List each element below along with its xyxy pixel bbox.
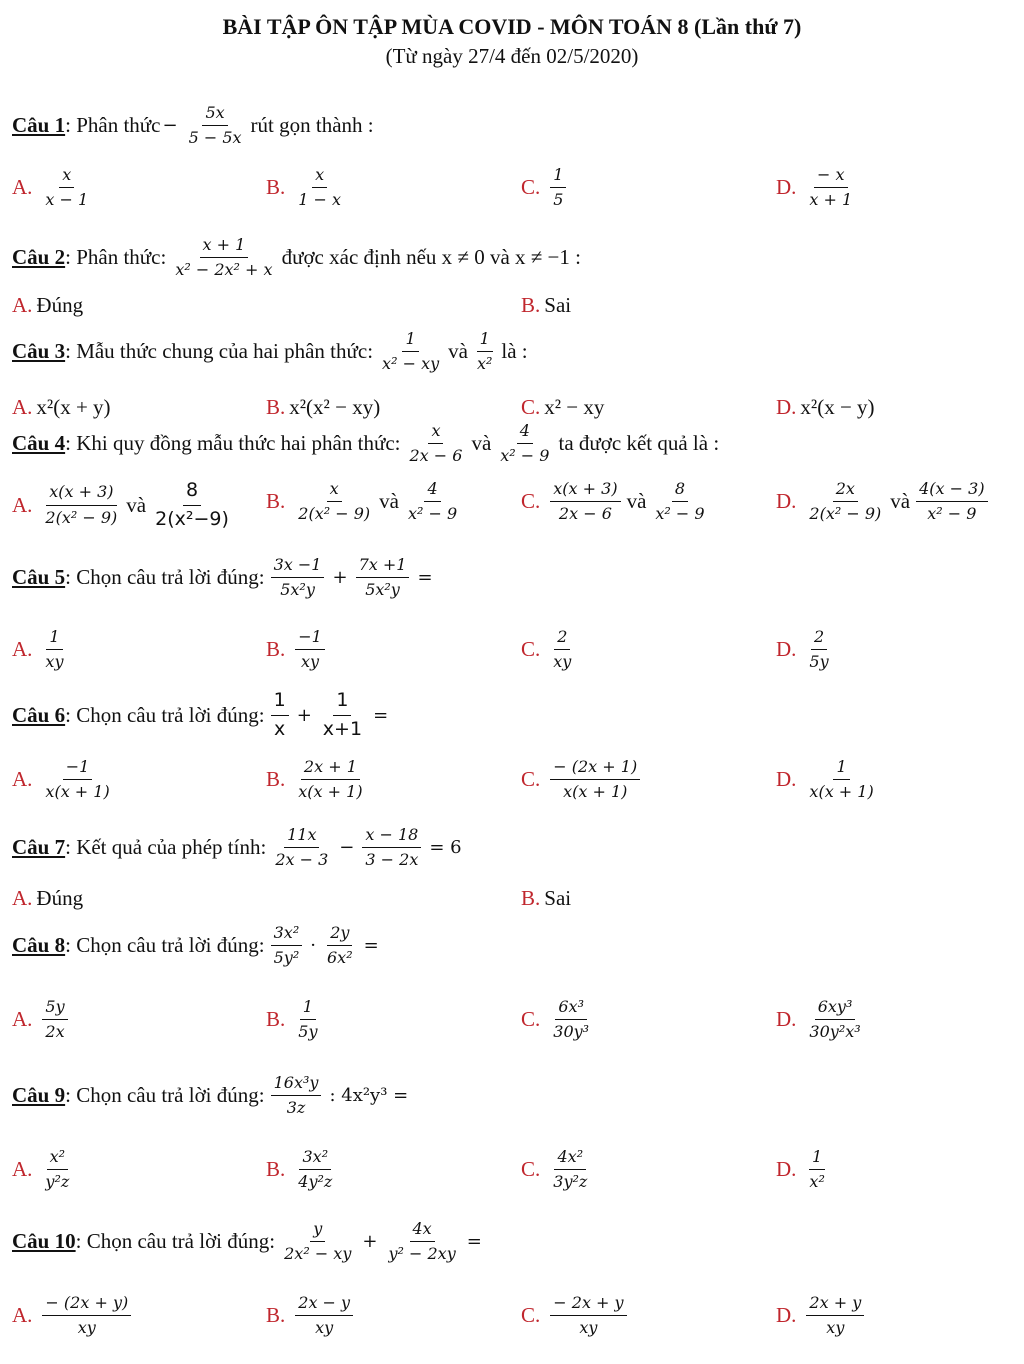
denominator: 2(x²−9) — [155, 507, 229, 530]
question-label: Câu 8 — [12, 933, 66, 958]
minus-sign: − — [339, 837, 355, 859]
denominator: x² − 2x² + x — [175, 260, 273, 280]
denominator: xy — [826, 1318, 845, 1338]
question-tail: ta được kết quả là : — [558, 431, 720, 456]
fraction — [474, 330, 495, 374]
option-letter: C. — [521, 1007, 541, 1032]
denominator: x + 1 — [809, 190, 853, 210]
numerator: 1 — [809, 1148, 825, 1170]
option-letter: A. — [12, 175, 33, 200]
numerator: x² — [47, 1148, 68, 1170]
numerator: 4x — [410, 1220, 435, 1242]
numerator: 1 — [46, 628, 62, 650]
option-d[interactable]: D. x²(x − y) — [776, 395, 875, 419]
option-b[interactable] — [266, 1294, 359, 1338]
question-4 — [12, 422, 719, 466]
question-tail: là : — [501, 339, 528, 364]
numerator: 2 — [811, 628, 827, 650]
fraction — [271, 924, 303, 968]
option-letter: C. — [521, 1303, 541, 1328]
plus-sign: + — [332, 567, 348, 589]
denominator: x − 1 — [45, 190, 89, 210]
option-letter: D. — [776, 1157, 797, 1182]
option-d[interactable]: D. $\frac{2x}{\text{2(x² − 9)}}$ và $\frac{4(x - 3)}{\text{x² − 9}}$ — [776, 480, 994, 524]
question-label: Câu 6 — [12, 702, 66, 727]
denominator: x+1 — [322, 717, 363, 740]
option-b[interactable]: B. x²(x² − xy) — [266, 395, 381, 419]
denominator: 6x² — [326, 948, 353, 968]
option-b[interactable]: B. $\frac{x}{\text{2(x² − 9)}}$ và $\frac{4}{\text{x² − 9}}$ — [266, 480, 466, 524]
equals-sign: = — [466, 1231, 482, 1253]
question-7 — [12, 826, 464, 870]
question-text: : Chọn câu trả lời đúng: — [65, 702, 265, 727]
fraction — [271, 556, 325, 600]
option-c[interactable]: C. x² − xy — [521, 395, 605, 419]
denominator: 30y³ — [553, 1022, 590, 1042]
fraction — [497, 422, 552, 466]
denominator: 2(x² − 9) — [298, 504, 371, 524]
fraction — [320, 690, 365, 741]
equals-sign: = — [373, 704, 389, 726]
question-label: Câu 1 — [12, 113, 66, 138]
fraction — [272, 826, 331, 870]
fraction — [385, 1220, 458, 1264]
option-b[interactable] — [266, 1148, 341, 1192]
fraction — [362, 826, 421, 870]
equals-result: = 6 — [429, 837, 462, 859]
numerator: 4(x − 3) — [916, 480, 987, 502]
equals-sign: = — [363, 935, 379, 957]
question-10 — [12, 1220, 484, 1264]
numerator: − (2x + 1) — [550, 758, 640, 780]
question-label: Câu 5 — [12, 565, 66, 590]
question-2 — [12, 236, 581, 280]
option-letter: A. — [12, 886, 33, 910]
question-9 — [12, 1074, 410, 1118]
option-letter: B. — [266, 489, 286, 514]
option-c[interactable] — [521, 166, 572, 210]
option-letter: D. — [776, 489, 797, 514]
numerator: 1 — [333, 690, 351, 716]
question-label: Câu 9 — [12, 1083, 66, 1108]
denominator: 2x − 6 — [409, 446, 463, 466]
denominator: 5x²y — [280, 580, 315, 600]
option-letter: D. — [776, 395, 797, 419]
denominator: x² − 9 — [407, 504, 458, 524]
connector-text: và — [471, 431, 492, 456]
fraction — [281, 1220, 354, 1264]
denominator: 5 − 5x — [188, 128, 242, 148]
question-1 — [12, 104, 374, 148]
option-a[interactable] — [12, 758, 119, 802]
denominator: 5y — [809, 652, 829, 672]
denominator: x(x + 1) — [563, 782, 628, 802]
denominator: 5y² — [273, 948, 300, 968]
option-d[interactable] — [776, 998, 870, 1042]
question-6 — [12, 690, 390, 741]
option-letter: B. — [266, 637, 286, 662]
numerator: 16x³y — [271, 1074, 322, 1096]
option-a[interactable]: A. x²(x + y) — [12, 395, 111, 419]
denominator: 2x − 6 — [558, 504, 612, 524]
question-3 — [12, 330, 528, 374]
numerator: 2x + y — [806, 1294, 864, 1316]
option-letter: C. — [521, 395, 541, 419]
denominator: x² — [476, 354, 493, 374]
option-a[interactable]: A. Đúng — [12, 886, 84, 910]
option-c[interactable] — [521, 1148, 596, 1192]
numerator: x — [327, 480, 342, 502]
denominator: x(x + 1) — [298, 782, 363, 802]
denominator: 3y²z — [553, 1172, 588, 1192]
page-title: BÀI TẬP ÔN TẬP MÙA COVID - MÔN TOÁN 8 (Lần thứ 7) — [222, 14, 802, 39]
numerator: x — [59, 166, 74, 188]
option-a[interactable]: A. $\frac{x(x + 3)}{\text{2(x² − 9)}}$ và $\frac{8}{\text{2(x²−9)}}$ — [12, 480, 238, 531]
option-letter: B. — [266, 1157, 286, 1182]
numerator: 1 — [300, 998, 316, 1020]
fraction — [406, 422, 465, 466]
question-text: : Chọn câu trả lời đúng: — [65, 933, 265, 958]
denominator: y² − 2xy — [388, 1244, 456, 1264]
option-letter: A. — [12, 492, 33, 517]
option-letter: A. — [12, 767, 33, 792]
numerator: 8 — [672, 480, 688, 502]
option-a[interactable] — [12, 998, 74, 1042]
question-text: : Khi quy đồng mẫu thức hai phân thức: — [65, 431, 401, 456]
question-label: Câu 10 — [12, 1229, 76, 1254]
question-text: : Chọn câu trả lời đúng: — [65, 1083, 265, 1108]
denominator: 2(x² − 9) — [45, 507, 118, 527]
question-text: : Chọn câu trả lời đúng: — [75, 1229, 276, 1254]
option-letter: B. — [266, 767, 286, 792]
option-letter: C. — [521, 489, 541, 514]
option-letter: B. — [521, 293, 541, 317]
numerator: 2x − y — [295, 1294, 353, 1316]
option-letter: A. — [12, 637, 33, 662]
numerator: 6xy³ — [815, 998, 856, 1020]
question-tail: rút gọn thành : — [250, 113, 374, 138]
denominator: x(x + 1) — [45, 782, 110, 802]
numerator: x — [312, 166, 327, 188]
numerator: 1 — [833, 758, 849, 780]
fraction — [356, 556, 410, 600]
numerator: − x — [814, 166, 848, 188]
option-letter: B. — [266, 175, 286, 200]
question-label: Câu 2 — [12, 245, 66, 270]
denominator: x — [274, 717, 286, 740]
fraction — [172, 236, 275, 280]
option-b[interactable]: B. Sai — [521, 293, 572, 317]
numerator: 4 — [424, 480, 440, 502]
option-d[interactable] — [776, 758, 883, 802]
option-b[interactable] — [266, 758, 372, 802]
option-b[interactable] — [266, 628, 331, 672]
numerator: 2x + 1 — [301, 758, 360, 780]
denominator: 3z — [286, 1098, 306, 1118]
question-text: : Chọn câu trả lời đúng: — [65, 565, 265, 590]
numerator: 3x² — [271, 924, 303, 946]
denominator: 2x − 3 — [275, 850, 329, 870]
question-label: Câu 7 — [12, 835, 66, 860]
option-d[interactable] — [776, 166, 861, 210]
option-letter: A. — [12, 395, 33, 419]
option-a[interactable] — [12, 1294, 137, 1338]
option-letter: C. — [521, 637, 541, 662]
numerator: 2x — [833, 480, 858, 502]
denominator: xy — [301, 652, 320, 672]
numerator: 3x −1 — [271, 556, 325, 578]
question-label: Câu 3 — [12, 339, 66, 364]
minus-sign: − — [162, 115, 178, 137]
denominator: 5y — [298, 1022, 318, 1042]
denominator: 1 − x — [298, 190, 342, 210]
numerator: 5y — [42, 998, 67, 1020]
option-d[interactable] — [776, 1294, 870, 1338]
question-text: : Mẫu thức chung của hai phân thức: — [65, 339, 374, 364]
option-letter: D. — [776, 637, 797, 662]
denominator: x(x + 1) — [809, 782, 874, 802]
denominator: 2(x² − 9) — [809, 504, 882, 524]
option-a[interactable] — [12, 1148, 78, 1192]
denominator: xy — [553, 652, 572, 672]
denominator: xy — [77, 1318, 96, 1338]
numerator: 1 — [271, 690, 289, 716]
option-b[interactable]: B. Sai — [521, 886, 572, 910]
question-text: : Kết quả của phép tính: — [65, 835, 267, 860]
option-c[interactable]: C. $\frac{x(x + 3)}{2x - 6}$ và $\frac{8}{\text{x² − 9}}$ — [521, 480, 714, 524]
numerator: y — [310, 1220, 325, 1242]
option-letter: C. — [521, 175, 541, 200]
option-b[interactable] — [266, 166, 350, 210]
option-c[interactable] — [521, 998, 598, 1042]
denominator: x² − 9 — [500, 446, 550, 466]
numerator: − (2x + y) — [42, 1294, 131, 1316]
denominator: 5x²y — [365, 580, 400, 600]
denominator: x² − 9 — [655, 504, 705, 524]
option-letter: B. — [266, 1007, 286, 1032]
numerator: 2y — [327, 924, 352, 946]
numerator: 7x +1 — [356, 556, 410, 578]
denominator: 5 — [553, 190, 564, 210]
fraction — [324, 924, 356, 968]
numerator: 4x² — [554, 1148, 586, 1170]
equals-sign: = — [417, 567, 433, 589]
question-5 — [12, 556, 435, 600]
option-letter: C. — [521, 1157, 541, 1182]
question-tail: được xác định nếu x ≠ 0 và x ≠ −1 : — [281, 245, 581, 270]
denominator: xy — [45, 652, 64, 672]
option-d[interactable] — [776, 628, 838, 672]
numerator: 8 — [183, 480, 201, 506]
option-a[interactable] — [12, 166, 97, 210]
option-a[interactable]: A. Đúng — [12, 293, 84, 317]
connector-text: và — [448, 339, 468, 364]
denominator: y²z — [45, 1172, 70, 1192]
numerator: 1 — [477, 330, 493, 352]
question-8 — [12, 924, 381, 968]
denominator: xy — [579, 1318, 598, 1338]
option-c[interactable] — [521, 628, 580, 672]
denominator: x² − xy — [382, 354, 440, 374]
numerator: 3x² — [299, 1148, 331, 1170]
page-subtitle: (Từ ngày 27/4 đến 02/5/2020) — [385, 44, 639, 68]
option-letter: D. — [776, 1303, 797, 1328]
denominator: x² — [809, 1172, 825, 1192]
question-label: Câu 4 — [12, 431, 66, 456]
numerator: −1 — [295, 628, 325, 650]
fraction — [379, 330, 442, 374]
numerator: x(x + 3) — [550, 480, 620, 502]
numerator: 1 — [402, 330, 418, 352]
question-text: : Phân thức — [65, 113, 161, 138]
denominator: 30y²x³ — [809, 1022, 861, 1042]
question-tail: : 4x²y³ = — [329, 1085, 409, 1107]
fraction — [186, 104, 245, 148]
numerator: 2 — [554, 628, 570, 650]
numerator: 6x³ — [555, 998, 587, 1020]
question-text: : Phân thức: — [65, 245, 167, 270]
option-letter: B. — [521, 886, 541, 910]
option-letter: D. — [776, 1007, 797, 1032]
option-c[interactable] — [521, 1294, 633, 1338]
option-letter: C. — [521, 767, 541, 792]
numerator: x — [428, 422, 443, 444]
denominator: x² − 9 — [927, 504, 977, 524]
option-letter: B. — [266, 1303, 286, 1328]
plus-sign: + — [296, 704, 312, 726]
option-letter: D. — [776, 175, 797, 200]
option-letter: A. — [12, 1303, 33, 1328]
option-letter: D. — [776, 767, 797, 792]
option-letter: A. — [12, 1007, 33, 1032]
numerator: 5x — [202, 104, 227, 126]
fraction — [271, 1074, 322, 1118]
numerator: 11x — [284, 826, 319, 848]
numerator: 4 — [517, 422, 533, 444]
numerator: − 2x + y — [550, 1294, 626, 1316]
option-letter: A. — [12, 1157, 33, 1182]
numerator: x − 18 — [362, 826, 421, 848]
numerator: x + 1 — [200, 236, 249, 258]
option-letter: B. — [266, 395, 286, 419]
denominator: 4y²z — [298, 1172, 333, 1192]
multiply-sign: · — [310, 935, 316, 957]
option-b[interactable] — [266, 998, 326, 1042]
denominator: 3 − 2x — [365, 850, 419, 870]
denominator: xy — [315, 1318, 334, 1338]
option-a[interactable] — [12, 628, 72, 672]
numerator: 1 — [550, 166, 566, 188]
denominator: 2x — [45, 1022, 65, 1042]
fraction — [271, 690, 289, 741]
plus-sign: + — [362, 1231, 378, 1253]
numerator: −1 — [63, 758, 93, 780]
option-c[interactable] — [521, 758, 646, 802]
denominator: 2x² − xy — [284, 1244, 352, 1264]
option-letter: A. — [12, 293, 33, 317]
option-d[interactable] — [776, 1148, 834, 1192]
numerator: x(x + 3) — [46, 483, 116, 505]
